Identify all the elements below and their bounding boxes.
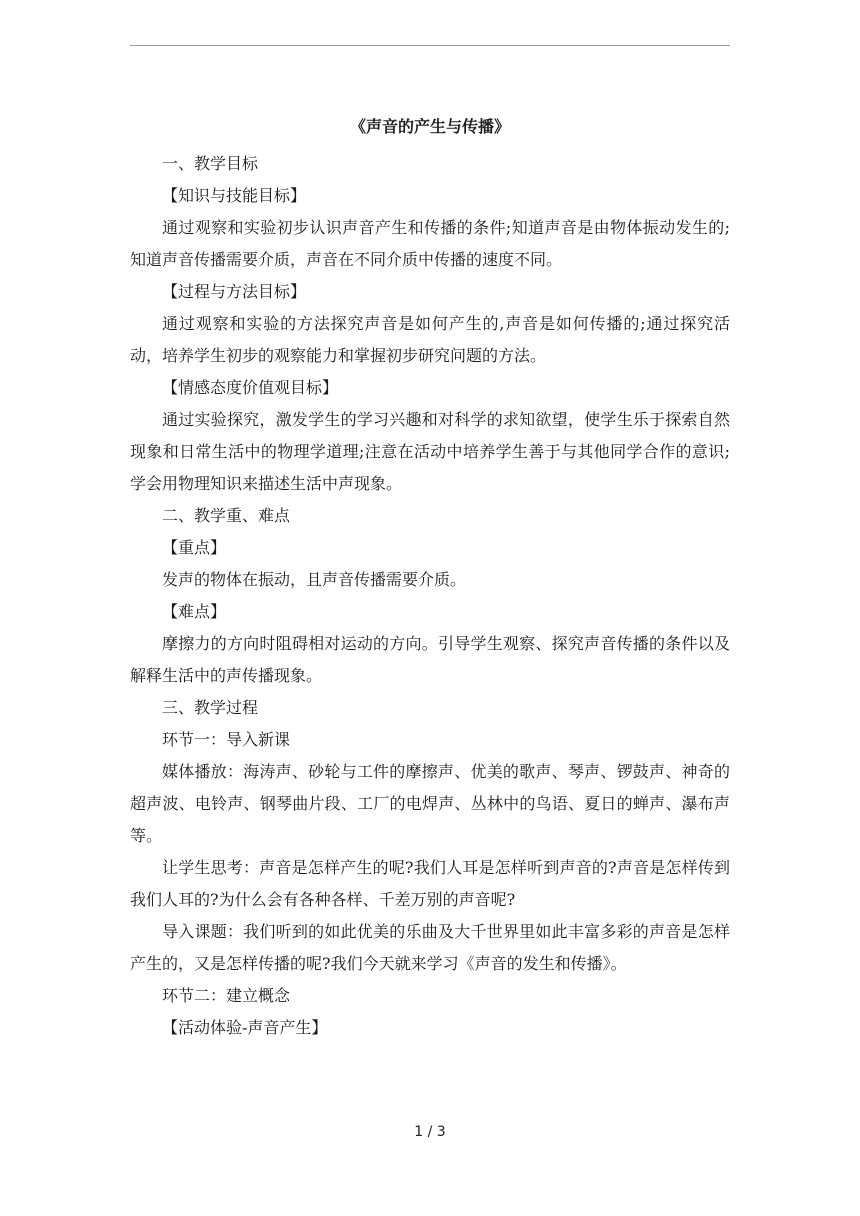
paragraph-lesson-intro: 导入课题：我们听到的如此优美的乐曲及大千世界里如此丰富多彩的声音是怎样产生的，又是怎样传播的呢?我们今天就来学习《声音的发生和传播》。 bbox=[130, 922, 730, 973]
heading-teaching-process: 三、教学过程 bbox=[162, 698, 259, 717]
paragraph-difficult-point: 摩擦力的方向时阻碍相对运动的方向。引导学生观察、探究声音传播的条件以及解释生活中的声传播现象。 bbox=[130, 634, 730, 685]
subheading-step-two: 环节二：建立概念 bbox=[162, 986, 291, 1005]
subheading-activity-sound-production: 【活动体验-声音产生】 bbox=[162, 1018, 328, 1037]
header-rule bbox=[130, 45, 730, 46]
paragraph-key-point: 发声的物体在振动，且声音传播需要介质。 bbox=[162, 570, 467, 589]
heading-teaching-goals: 一、教学目标 bbox=[162, 154, 259, 173]
subheading-difficult-point: 【难点】 bbox=[162, 602, 227, 621]
document-body bbox=[130, 112, 730, 1044]
heading-key-difficult-points: 二、教学重、难点 bbox=[162, 506, 291, 525]
subheading-step-one: 环节一：导入新课 bbox=[162, 730, 291, 749]
document-title: 《声音的产生与传播》 bbox=[349, 117, 510, 136]
paragraph-emotion-values: 通过实验探究，激发学生的学习兴趣和对科学的求知欲望，使学生乐于探索自然现象和日常生活中的物理学道理;注意在活动中培养学生善于与其他同学合作的意识;学会用物理知识来描述生活中声现象。 bbox=[130, 410, 730, 493]
subheading-process-method: 【过程与方法目标】 bbox=[162, 282, 307, 301]
paragraph-media-playback: 媒体播放：海涛声、砂轮与工件的摩擦声、优美的歌声、琴声、锣鼓声、神奇的超声波、电铃声、钢琴曲片段、工厂的电焊声、丛林中的鸟语、夏日的蝉声、瀑布声等。 bbox=[130, 762, 730, 845]
paragraph-student-thinking: 让学生思考：声音是怎样产生的呢?我们人耳是怎样听到声音的?声音是怎样传到我们人耳的?为什么会有各种各样、千差万别的声音呢? bbox=[130, 858, 730, 909]
paragraph-knowledge-skills: 通过观察和实验初步认识声音产生和传播的条件;知道声音是由物体振动发生的;知道声音传播需要介质，声音在不同介质中传播的速度不同。 bbox=[130, 218, 730, 269]
subheading-key-point: 【重点】 bbox=[162, 538, 227, 557]
paragraph-process-method: 通过观察和实验的方法探究声音是如何产生的,声音是如何传播的;通过探究活动，培养学生初步的观察能力和掌握初步研究问题的方法。 bbox=[130, 314, 730, 365]
page-indicator: 1 / 3 bbox=[414, 1124, 446, 1140]
subheading-emotion-values: 【情感态度价值观目标】 bbox=[162, 378, 339, 397]
subheading-knowledge-skills: 【知识与技能目标】 bbox=[162, 186, 307, 205]
